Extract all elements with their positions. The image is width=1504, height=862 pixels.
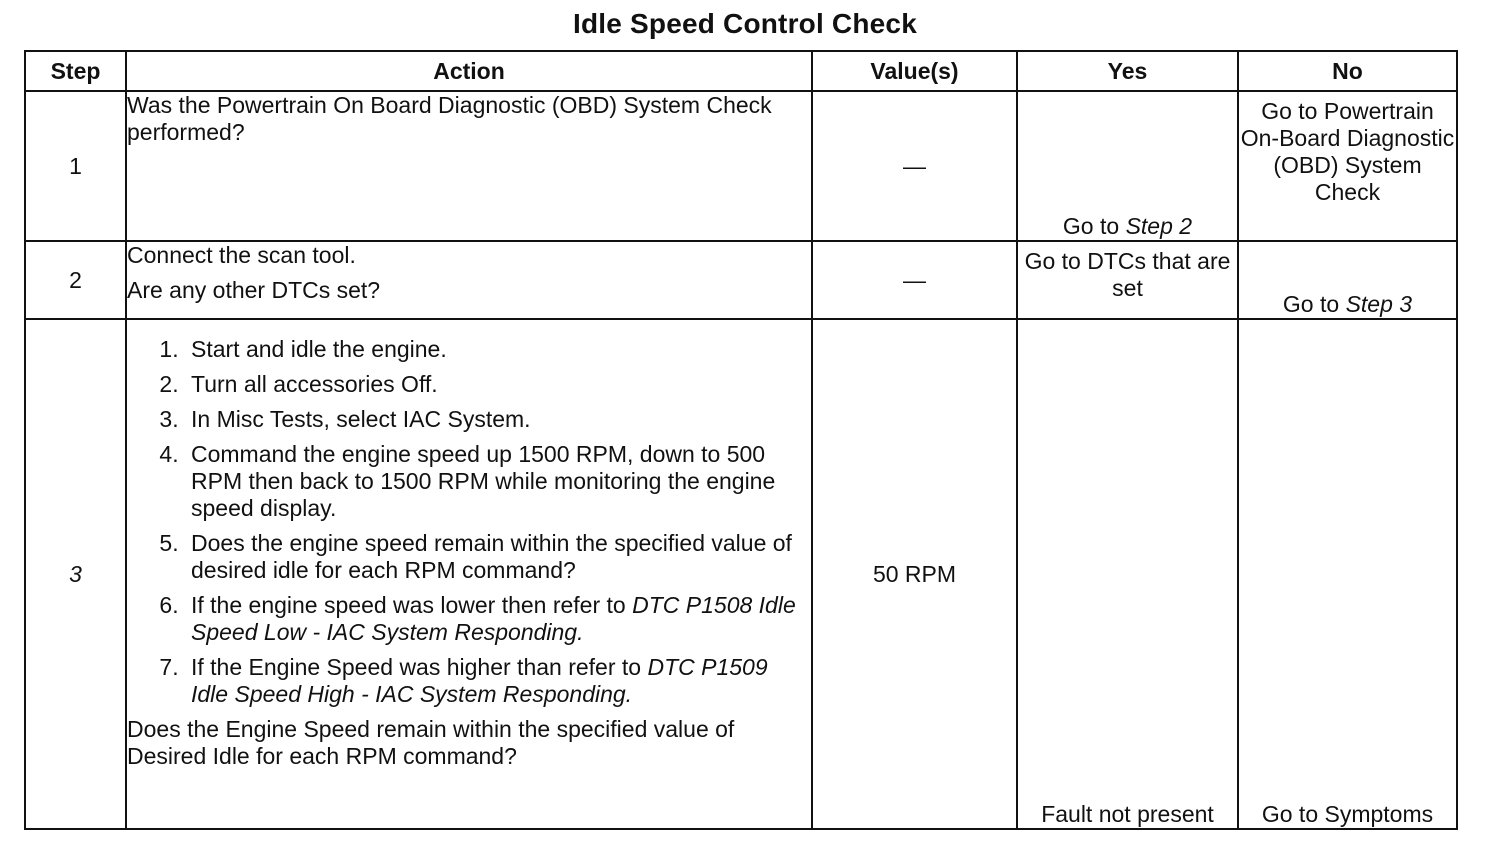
list-item: 1. Start and idle the engine. [185,336,811,363]
list-item-text: If the Engine Speed was higher than refer to [191,654,648,680]
yes-step-link[interactable]: Step 2 [1125,213,1193,239]
list-item-text: If the engine speed was lower then refer to [191,592,633,618]
list-item: 4. Command the engine speed up 1500 RPM, down to 500 RPM then back to 1500 RPM while monitoring the engine speed display. [185,441,811,522]
action-text: Was the Powertrain On Board Diagnostic (OBD) System Check performed? [127,92,772,145]
yes-link[interactable]: Go to DTCs that are set [1024,248,1231,301]
list-item: 2. Turn all accessories Off. [185,371,811,398]
action-cell [126,319,812,829]
value-cell: 50 RPM [812,319,1017,829]
list-item [185,592,811,646]
no-cell [1238,241,1457,319]
value-cell: — [812,241,1017,319]
yes-text: Go to [1062,213,1126,239]
table-row-step-2 [25,241,1457,319]
header-action: Action [126,51,812,91]
no-cell [1238,319,1457,829]
yes-text: Fault not present [1041,801,1214,827]
value-cell: — [812,91,1017,241]
dtc-p1509-link[interactable]: DTC P1509 Idle Speed High - IAC System Responding. [191,654,768,707]
yes-cell [1017,91,1238,241]
procedure-list [127,336,811,708]
list-item: 3. In Misc Tests, select IAC System. [185,406,811,433]
no-text: Go to [1282,291,1346,317]
step-number: 3 [25,319,126,829]
header-row [25,51,1457,91]
action-text: Connect the scan tool. [127,242,356,268]
no-step-link[interactable]: Step 3 [1345,291,1413,317]
dtc-p1508-link[interactable]: DTC P1508 Idle Speed Low - IAC System Responding. [191,592,796,645]
list-item: 5. Does the engine speed remain within the specified value of desired idle for each RPM command? [185,530,811,584]
table-row-step-1 [25,91,1457,241]
action-question: Does the Engine Speed remain within the specified value of Desired Idle for each RPM command? [127,716,735,769]
yes-cell [1017,319,1238,829]
header-values: Value(s) [812,51,1017,91]
page-title: Idle Speed Control Check [573,8,917,39]
no-link[interactable]: Go to Powertrain On-Board Diagnostic (OBD) System Check [1240,98,1455,205]
header-no: No [1238,51,1457,91]
yes-cell [1017,241,1238,319]
action-question: Are any other DTCs set? [127,277,381,303]
step-number: 1 [25,91,126,241]
no-link[interactable]: Go to Symptoms [1261,801,1434,827]
no-cell [1238,91,1457,241]
diagnostic-table [24,50,1458,830]
action-cell [126,241,812,319]
header-yes: Yes [1017,51,1238,91]
list-item [185,654,811,708]
action-cell [126,91,812,241]
header-step: Step [25,51,126,91]
step-number: 2 [25,241,126,319]
table-row-step-3 [25,319,1457,829]
